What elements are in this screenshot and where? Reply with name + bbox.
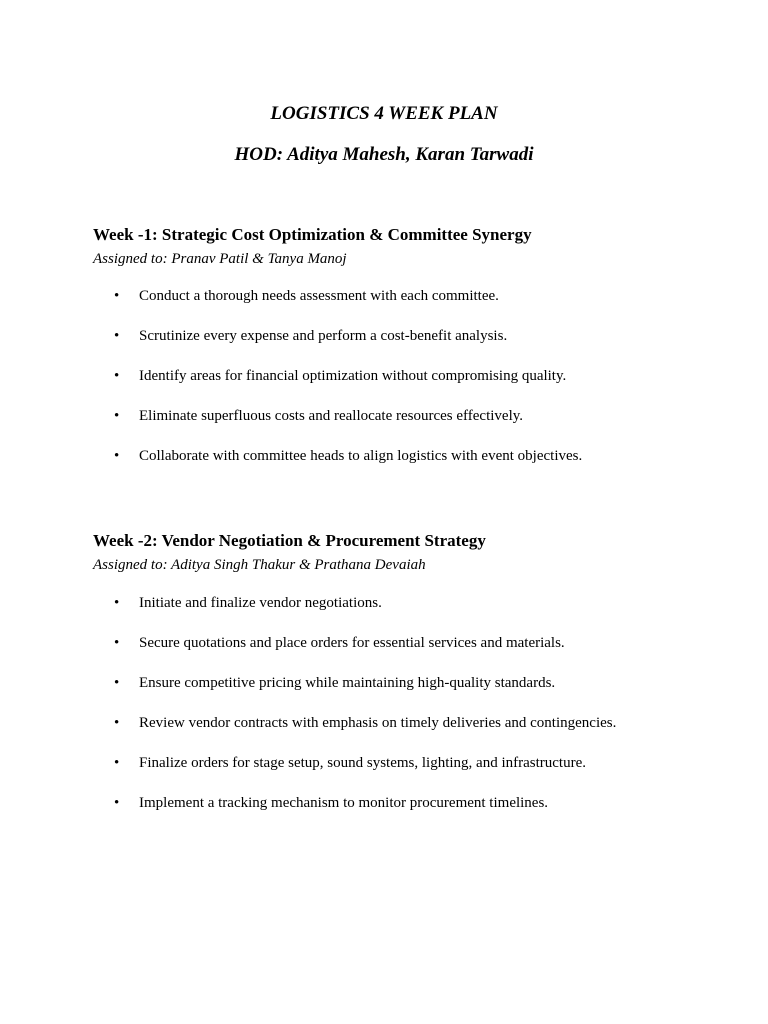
week-1-heading: Week -1: Strategic Cost Optimization & Committee Synergy <box>93 225 532 244</box>
bullet-icon: • <box>114 755 120 771</box>
list-item <box>93 716 733 756</box>
week-2-task-list <box>93 596 733 836</box>
list-item <box>93 289 733 329</box>
task-text: Finalize orders for stage setup, sound systems, lighting, and infrastructure. <box>139 755 586 771</box>
week-1-task-list <box>93 289 733 489</box>
list-item <box>93 449 733 489</box>
task-text: Collaborate with committee heads to align logistics with event objectives. <box>139 448 583 464</box>
bullet-icon: • <box>114 368 120 384</box>
task-text: Implement a tracking mechanism to monitor procurement timelines. <box>139 795 549 811</box>
bullet-icon: • <box>114 408 120 424</box>
hod-line: HOD: Aditya Mahesh, Karan Tarwadi <box>234 144 534 165</box>
list-item <box>93 409 733 449</box>
list-item <box>93 756 733 796</box>
bullet-icon: • <box>114 288 120 304</box>
task-text: Review vendor contracts with emphasis on timely deliveries and contingencies. <box>139 715 617 731</box>
bullet-icon: • <box>114 328 120 344</box>
bullet-icon: • <box>114 715 120 731</box>
task-text: Ensure competitive pricing while maintaining high-quality standards. <box>139 675 556 691</box>
task-text: Conduct a thorough needs assessment with each committee. <box>139 288 499 304</box>
list-item <box>93 329 733 369</box>
list-item <box>93 636 733 676</box>
bullet-icon: • <box>114 448 120 464</box>
task-text: Secure quotations and place orders for essential services and materials. <box>139 635 565 651</box>
list-item <box>93 796 733 836</box>
bullet-icon: • <box>114 595 120 611</box>
bullet-icon: • <box>114 795 120 811</box>
bullet-icon: • <box>114 635 120 651</box>
task-text: Initiate and finalize vendor negotiations. <box>139 595 382 611</box>
document-title: LOGISTICS 4 WEEK PLAN <box>270 103 498 124</box>
list-item <box>93 676 733 716</box>
week-1-section <box>93 226 733 489</box>
week-2-section <box>93 532 733 836</box>
bullet-icon: • <box>114 675 120 691</box>
task-text: Identify areas for financial optimization without compromising quality. <box>139 368 567 384</box>
task-text: Scrutinize every expense and perform a cost-benefit analysis. <box>139 328 508 344</box>
list-item <box>93 369 733 409</box>
list-item <box>93 596 733 636</box>
week-2-assigned: Assigned to: Aditya Singh Thakur & Prathana Devaiah <box>93 557 426 573</box>
week-1-assigned: Assigned to: Pranav Patil & Tanya Manoj <box>93 251 347 267</box>
week-2-heading: Week -2: Vendor Negotiation & Procurement Strategy <box>93 531 486 550</box>
task-text: Eliminate superfluous costs and reallocate resources effectively. <box>139 408 524 424</box>
